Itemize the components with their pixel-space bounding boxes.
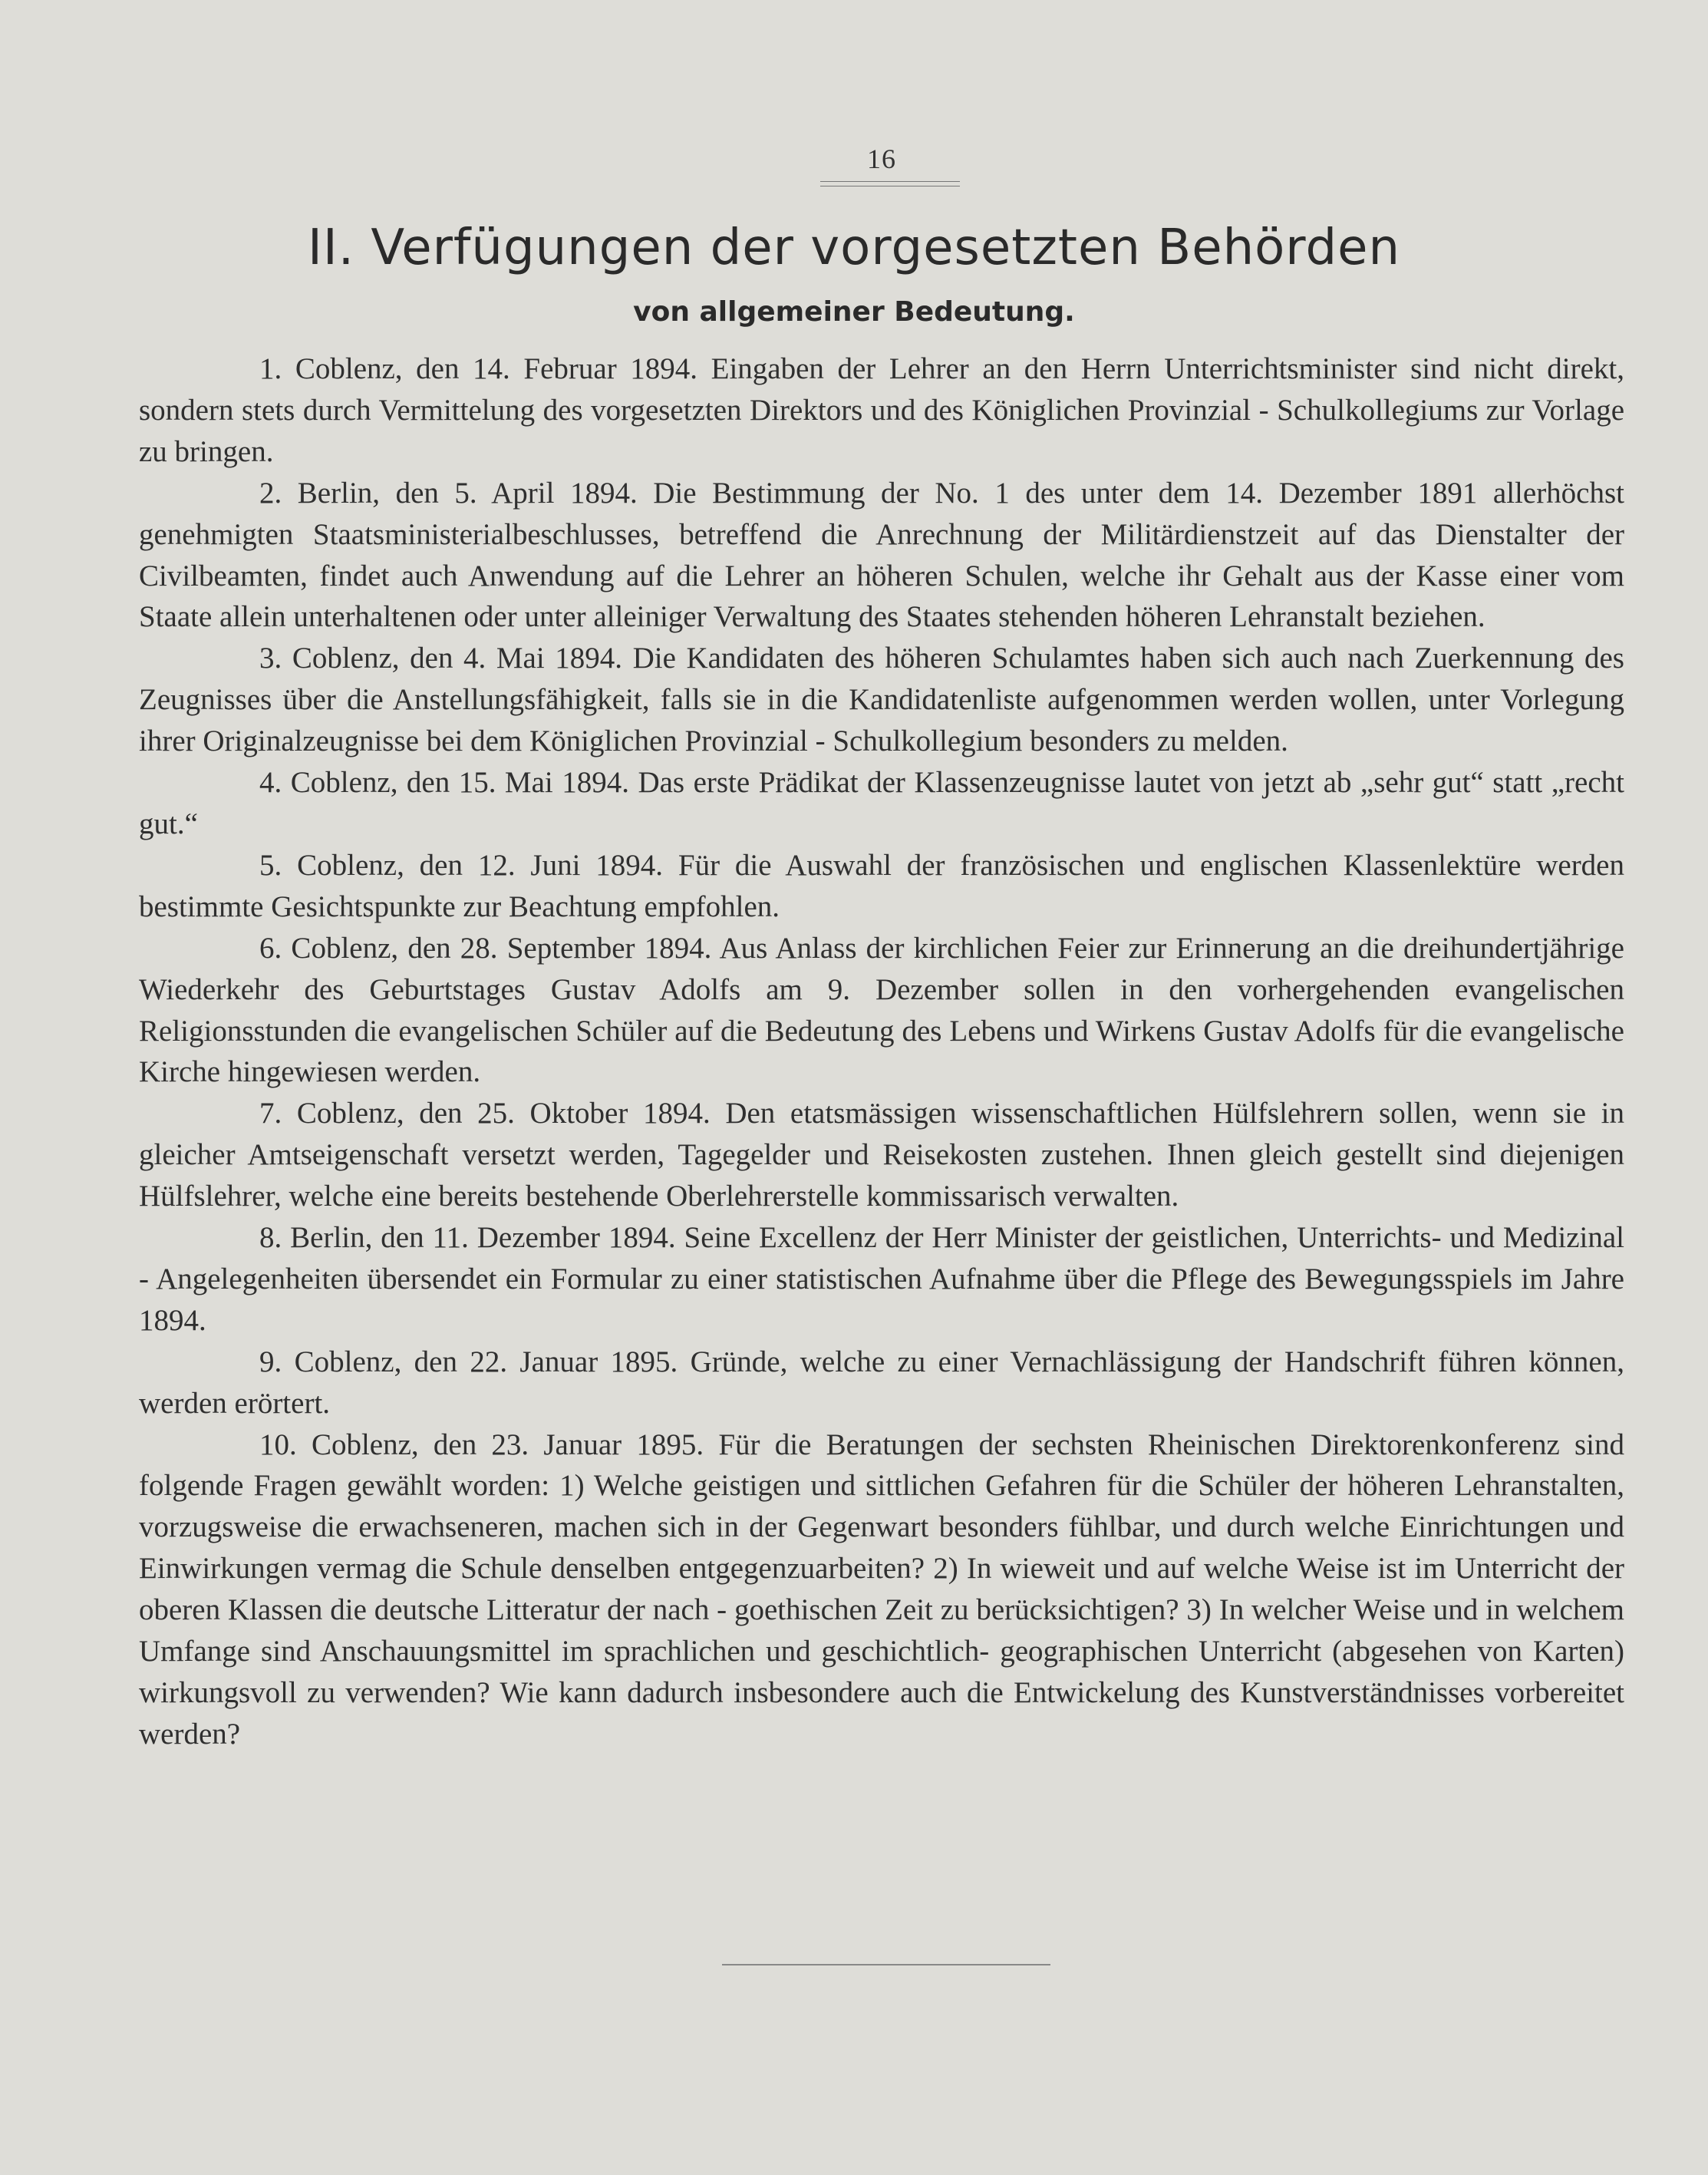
ordinance-paragraph-4: 4. Coblenz, den 15. Mai 1894. Das erste Prädikat der Klassenzeugnisse lautet von jetzt ab „sehr gut“ statt „recht gut.“ (139, 766, 1624, 840)
ordinance-list (139, 348, 1624, 1755)
ordinance-paragraph-8: 8. Berlin, den 11. Dezember 1894. Seine Excellenz der Herr Minister der geistlichen, Unterrichts- und Medizinal - Angelegenheiten übersendet ein Formular zu einer statistischen Aufnahme über die Pflege des Bewegungsspiels im Jahre 1894. (139, 1221, 1624, 1337)
ordinance-paragraph-1: 1. Coblenz, den 14. Februar 1894. Eingaben der Lehrer an den Herrn Unterrichtsminister sind nicht direkt, sondern stets durch Vermittelung des vorgesetzten Direktors und des Königlichen Provinzial - Schulkollegiums zur Vorlage zu bringen. (139, 352, 1624, 468)
ordinance-paragraph-3: 3. Coblenz, den 4. Mai 1894. Die Kandidaten des höheren Schulamtes haben sich auch nach Zuerkennung des Zeugnisses über die Anstellungsfähigkeit, falls sie in die Kandidatenliste aufgenommen werden wollen, unter Vorlegung ihrer Originalzeugnisse bei dem Königlichen Provinzial - Schulkollegium besonders zu melden. (139, 642, 1624, 758)
ordinance-paragraph-5: 5. Coblenz, den 12. Juni 1894. Für die Auswahl der französischen und englischen Klassenlektüre werden bestimmte Gesichtspunkte zur Beachtung empfohlen. (139, 848, 1624, 923)
ordinance-paragraph-10: 10. Coblenz, den 23. Januar 1895. Für die Beratungen der sechsten Rheinischen Direktorenkonferenz sind folgende Fragen gewählt worden: 1) Welche geistigen und sittlichen Gefahren für die Schüler der höheren Lehranstalten, vorzugsweise die erwachseneren, machen sich in der Gegenwart besonders fühlbar, und durch welche Einrichtungen und Einwirkungen vermag die Schule denselben entgegenzuarbeiten? 2) In wieweit und auf welche Weise ist im Unterricht der oberen Klassen die deutsche Litteratur der nach - goethischen Zeit zu berücksichtigen? 3) In welcher Weise und in welchem Umfange sind Anschauungsmittel im sprachlichen und geschichtlich- geographischen Unterricht (abgesehen von Karten) wirkungsvoll zu verwenden? Wie kann dadurch insbesondere auch die Entwickelung des Kunstverständnisses vorbereitet werden? (139, 1427, 1624, 1751)
section-title: II. Verfügungen der vorgesetzten Behörden (307, 219, 1401, 276)
page-number-underline (820, 181, 960, 186)
page-number: 16 (867, 144, 896, 174)
section-subtitle: von allgemeiner Bedeutung. (633, 296, 1075, 328)
ordinance-paragraph-6: 6. Coblenz, den 28. September 1894. Aus Anlass der kirchlichen Feier zur Erinnerung an die dreihundertjährige Wiederkehr des Geburtstages Gustav Adolfs am 9. Dezember sollen in den vorhergehenden evangelischen Religionsstunden die evangelischen Schüler auf die Bedeutung des Lebens und Wirkens Gustav Adolfs für die evangelische Kirche hingewiesen werden. (139, 931, 1624, 1089)
ordinance-paragraph-9: 9. Coblenz, den 22. Januar 1895. Gründe, welche zu einer Vernachlässigung der Handschrift führen können, werden erörtert. (139, 1345, 1624, 1420)
closing-rule (722, 1964, 1050, 1965)
ordinance-paragraph-2: 2. Berlin, den 5. April 1894. Die Bestimmung der No. 1 des unter dem 14. Dezember 1891 allerhöchst genehmigten Staatsministerialbeschlusses, betreffend die Anrechnung der Militärdienstzeit auf das Dienstalter der Civilbeamten, findet auch Anwendung auf die Lehrer an höheren Schulen, welche ihr Gehalt aus der Kasse einer vom Staate allein unterhaltenen oder unter alleiniger Verwaltung des Staates stehenden höheren Lehranstalt beziehen. (139, 476, 1624, 634)
ordinance-paragraph-7: 7. Coblenz, den 25. Oktober 1894. Den etatsmässigen wissenschaftlichen Hülfslehrern sollen, wenn sie in gleicher Amtseigenschaft versetzt werden, Tagegelder und Reisekosten zustehen. Ihnen gleich gestellt sind diejenigen Hülfslehrer, welche eine bereits bestehende Oberlehrerstelle kommissarisch verwalten. (139, 1097, 1624, 1213)
